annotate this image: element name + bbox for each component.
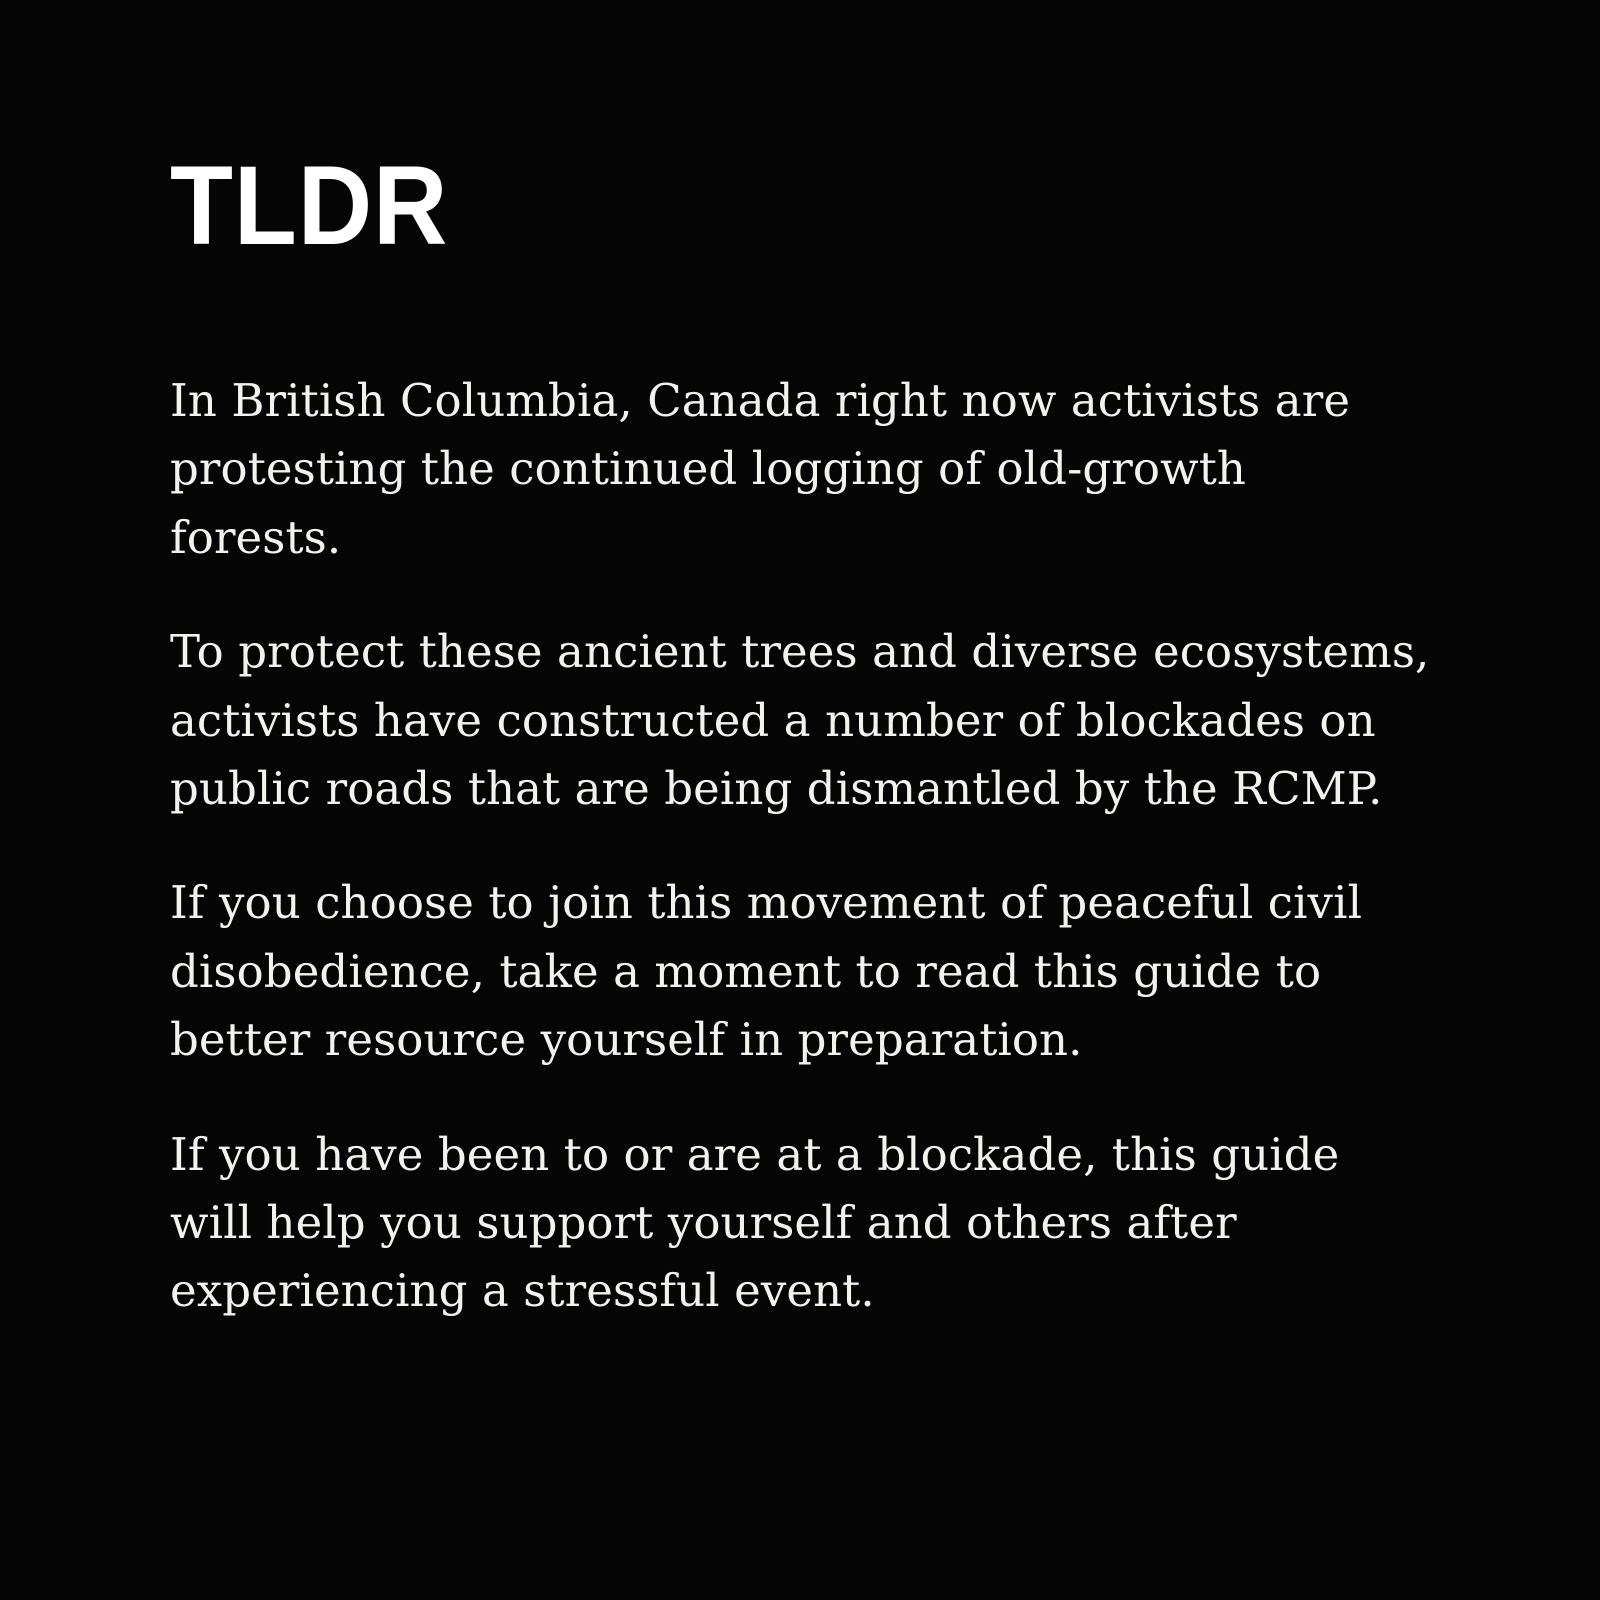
paragraph-1: In British Columbia, Canada right now activists are protesting the continued logging of old-growth forests. <box>170 374 1351 564</box>
paragraph-2: To protect these ancient trees and diverse ecosystems, activists have constructed a number of blockades on public roads that are being dismantled by the RCMP. <box>170 625 1430 815</box>
page-title: TLDR <box>170 143 449 268</box>
body-text-block <box>170 367 1430 1326</box>
paragraph-4: If you have been to or are at a blockade, this guide will help you support yourself and others after experiencing a stressful event. <box>170 1127 1340 1318</box>
paragraph-3: If you choose to join this movement of peaceful civil disobedience, take a moment to read this guide to better resource yourself in preparation. <box>170 876 1363 1067</box>
